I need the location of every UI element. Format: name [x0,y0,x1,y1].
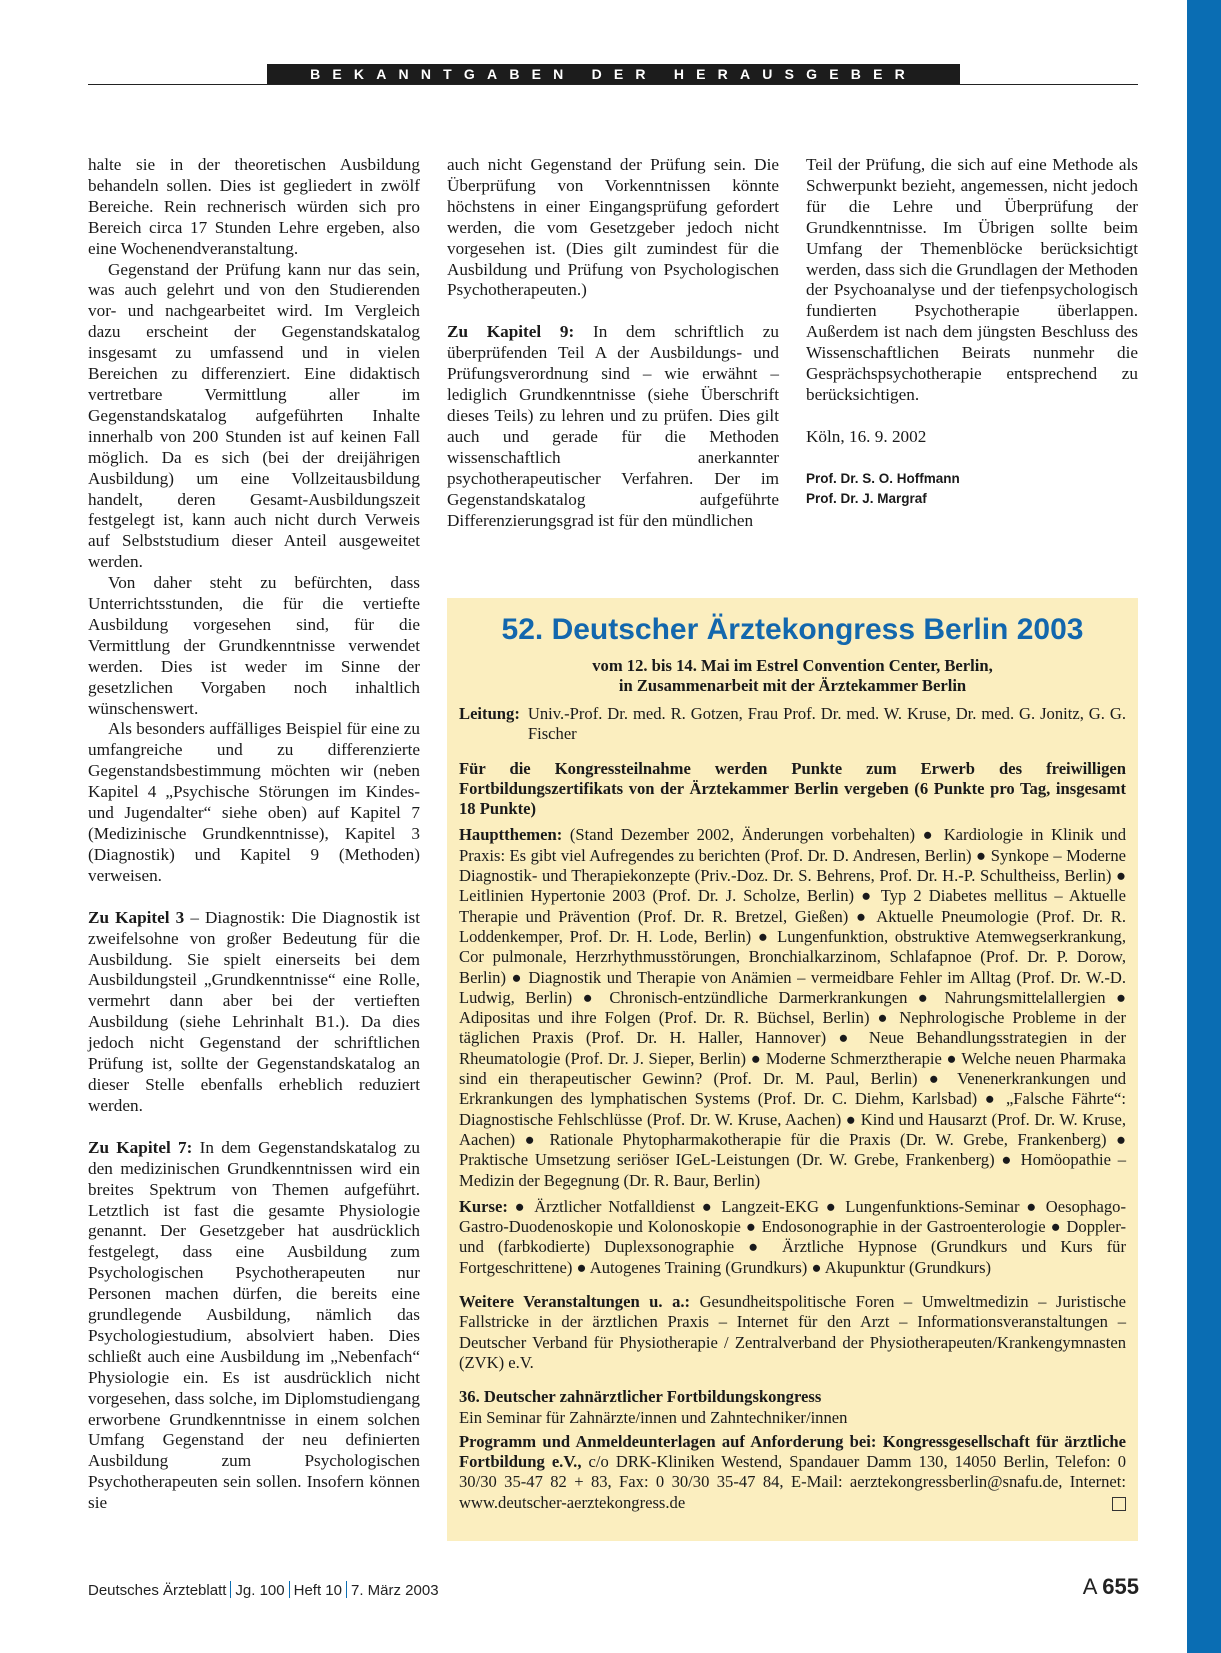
signature-hoffmann: Prof. Dr. S. O. Hoffmann [806,470,960,486]
further-events-text: Gesundheitspolitische Foren – Umweltmedizin – Juristische Fallstricke in der ärztlichen Praxis – Internet für den Arzt – Informationsveranstaltungen – Deutscher Verband für Physiotherapie / Zentralverband der Physiotherapeuten/Krankengymnasten (ZVK) e.V. [459,1292,1126,1372]
chapter-3-text: – Diagnostik: Die Diagnostik ist zweifelsohne von großer Bedeutung für die Ausbildung. Sie spielt einerseits bei dem Ausbildungsteil „Grundkenntnisse“ eine Rolle, vermehrt dann aber bei der vertieften Ausbildung (siehe Lehrinhalt B1.). Da dies jedoch nicht Gegenstand der schriftlichen Prüfung ist, sollte der Gegenstandskatalog an dieser Stelle ebenfalls erheblich reduziert werden. [88,907,420,1115]
congress-announcement-box [447,598,1138,1541]
paragraph: Gegenstand der Prüfung kann nur das sein, was auch gelehrt und von den Studierenden vor- und nachgearbeitet wird. Im Vergleich dazu erscheint der Gegenstandskatalog insgesamt zu umfassend und in vielen Bereichen zu differenziert. Eine didaktisch vertretbare Vermittlung aller im Gegenstandskatalog aufgeführten Inhalte innerhalb von 200 Stunden ist auf keinen Fall möglich. Da es sich (bei der dreijährigen Ausbildung) um eine Vollzeitausbildung handelt, deren Gesamt-Ausbildungszeit festgelegt ist, kann auch nicht durch Verweis auf Selbststudium dieser Anteil ausgeweitet werden. [88,259,420,572]
congress-title: 52. Deutscher Ärztekongress Berlin 2003 [501,613,1084,646]
main-topics [459,825,1126,1190]
main-topics-label: Hauptthemen: [459,825,563,845]
chapter-9-heading: Zu Kapitel 9: [447,322,575,342]
page-number-value: 655 [1102,1574,1139,1599]
cme-points-note: Für die Kongressteilnahme werden Punkte zum Erwerb des freiwilligen Fortbildungszertifikats von der Ärztekammer Berlin vergeben (6 Punkte pro Tag, insgesamt 18 Punkte) [459,758,1126,819]
dental-congress-title: 36. Deutscher zahnärztlicher Fortbildungskongress [459,1387,822,1407]
side-color-bar [1187,0,1221,1653]
place-date: Köln, 16. 9. 2002 [806,426,927,446]
footer-divider [346,1581,347,1598]
journal-date: 7. März 2003 [351,1582,439,1599]
courses-text: ● Ärztlicher Notfalldienst ● Langzeit-EKG ● Lungenfunktions-Seminar ● Oesophago-Gastro-Duodenoskopie und Kolonoskopie ● Endosonographie in der Gastroenterologie ● Doppler- und (farbkodierte) Duplexsonographie ● Ärztliche Hypnose (Grundkurs und Kurs für Fortgeschrittene) ● Autogenes Training (Grundkurs) ● Akupunktur (Grundkurs) [459,1196,1126,1277]
further-events-label: Weitere Veranstaltungen u. a.: [459,1292,691,1312]
header-rule [88,84,1138,85]
further-events [459,1292,1126,1373]
program-contact [459,1432,1126,1513]
paragraph-chapter-7 [88,1138,420,1514]
signature-margraf: Prof. Dr. J. Margraf [806,490,927,506]
journal-name: Deutsches Ärzteblatt [88,1582,227,1599]
congress-subtitle [459,656,1126,696]
section-header: BEKANNTGABEN DER HERAUSGEBER [267,64,960,84]
courses-label: Kurse: [459,1196,508,1216]
paragraph: auch nicht Gegenstand der Prüfung sein. Die Überprüfung von Vorkenntnissen könnte höchstens in einer Eingangsprüfung gefordert werden, die vom Gesetzgeber jedoch nicht vorgesehen ist. (Dies gilt zumindest für die Ausbildung und Prüfung von Psychologischen Psychotherapeuten.) [447,155,779,300]
leadership-label: Leitung: [459,704,520,723]
text-column-3 [806,155,1138,509]
chapter-7-text: In dem Gegenstandskatalog zu den medizinischen Grundkenntnissen wird ein breites Spektrum von Themen aufgeführt. Letztlich ist fast die gesamte Physiologie genannt. Der Gesetzgeber hat ausdrücklich festgelegt, dass eine Ausbildung zum Psychologischen Psychotherapeuten nur Personen machen dürfen, die bereits eine grundlegende Ausbildung, nämlich das Psychologiestudium, absolviert haben. Dies schließt auch eine Ausbildung im „Nebenfach“ Physiologie ein. Es ist ausdrücklich nicht vorgesehen, dass solche, im Diplomstudiengang erworbene Grundkenntnisse in einem solchen Umfang Gegenstand der neu definierten Ausbildung zum Psychologischen Psychotherapeuten sein sollen. Insofern können sie [88,1137,420,1513]
end-mark-icon [1112,1497,1126,1511]
text-column-1 [88,155,420,1514]
chapter-7-heading: Zu Kapitel 7: [88,1137,193,1157]
program-contact-label: Programm und Anmeldeunterlagen auf Anforderung bei: Kongressgesellschaft für ärztliche Fortbildung e.V., [459,1431,1126,1472]
paragraph: Als besonders auffälliges Beispiel für eine zu umfangreiche und zu differenzierte Gegenstandsbestimmung möchten wir (neben Kapitel 4 „Psychische Störungen im Kindes- und Jugendalter“ siehe oben) auf Kapitel 7 (Medizinische Grundkenntnisse), Kapitel 3 (Diagnostik) und Kapitel 9 (Methoden) verweisen. [88,719,420,885]
paragraph-chapter-3 [88,908,420,1117]
page-prefix: A [1082,1574,1097,1599]
leadership-names: Univ.-Prof. Dr. med. R. Gotzen, Frau Prof. Dr. med. W. Kruse, Dr. med. G. Jonitz, G. G. Fischer [527,704,1126,744]
paragraph-chapter-9 [447,322,779,531]
page-footer [88,1581,439,1599]
journal-volume: Jg. 100 [235,1582,285,1599]
footer-divider [289,1581,290,1598]
text-column-2 [447,155,779,531]
chapter-9-text: In dem schriftlich zu überprüfenden Teil A der Ausbildungs- und Prüfungsverordnung sind – wie erwähnt – lediglich Grundkenntnisse (siehe Überschrift dieses Teils) zu lehren und zu prüfen. Dies gilt auch und gerade für die Methoden wissenschaftlich anerkannter psychotherapeutischer Verfahren. Der im Gegenstandskatalog aufgeführte Differenzierungsgrad ist für den mündlichen [447,322,779,530]
page-number [1083,1574,1139,1600]
dental-congress-text: Ein Seminar für Zahnärzte/innen und Zahntechniker/innen [459,1407,848,1427]
paragraph: Von daher steht zu befürchten, dass Unterrichtsstunden, die für die vertiefte Ausbildung vorgesehen sind, für die Vermittlung der Grundkenntnisse verwendet werden. Dies ist weder im Sinne der gesetzlichen Vorgaben noch inhaltlich wünschenswert. [88,573,420,718]
congress-subtitle-line-2: in Zusammenarbeit mit der Ärztekammer Berlin [618,676,967,695]
dental-congress [459,1387,1126,1428]
leadership-row [459,704,1126,745]
chapter-3-heading: Zu Kapitel 3 [88,907,185,927]
courses [459,1197,1126,1278]
paragraph: halte sie in der theoretischen Ausbildung behandeln sollen. Dies ist gegliedert in zwölf Bereiche. Rein rechnerisch würden sich pro Bereich circa 17 Stunden Lehre ergeben, also eine Wochenendveranstaltung. [88,155,420,258]
main-topics-text: (Stand Dezember 2002, Änderungen vorbehalten) ● Kardiologie in Klinik und Praxis: Es gibt viel Aufregendes zu berichten (Prof. Dr. D. Andresen, Berlin) ● Synkope – Moderne Diagnostik- und Therapiekonzepte (Priv.-Doz. Dr. S. Behrens, Prof. Dr. H.-P. Schultheiss, Berlin) ● Leitlinien Hypertonie 2003 (Prof. Dr. J. Scholze, Berlin) ● Typ 2 Diabetes mellitus – Aktuelle Therapie und Prävention (Prof. Dr. R. Bretzel, Gießen) ● Aktuelle Pneumologie (Prof. Dr. R. Loddenkemper, Prof. Dr. H. Lode, Berlin) ● Lungenfunktion, obstruktive Atemwegserkrankung, Cor pulmonale, Herzrhythmusstörungen, Bronchialkarzinom, Schlafapnoe (Prof. Dr. P. Dorow, Berlin) ● Diagnostik und Therapie von Anämien – vermeidbare Fehler im Alltag (Prof. Dr. W.-D. Ludwig, Berlin) ● Chronisch-entzündliche Darmerkrankungen ● Nahrungsmittelallergien ● Adipositas und ihre Folgen (Prof. Dr. R. Büchsel, Berlin) ● Nephrologische Probleme in der täglichen Praxis (Prof. Dr. H. Haller, Hannover) ● Neue Behandlungsstrategien in der Rheumatologie (Prof. Dr. J. Sieper, Berlin) ● Moderne Schmerztherapie ● Welche neuen Pharmaka sind ein therapeutischer Gewinn? (Prof. Dr. M. Paul, Berlin) ● Venenerkrankungen und Erkrankungen des lymphatischen Systems (Prof. Dr. C. Diehm, Karlsbad) ● „Falsche Fährte“: Diagnostische Fehlschlüsse (Prof. Dr. W. Kruse, Aachen) ● Kind und Hausarzt (Prof. Dr. W. Kruse, Aachen) ● Rationale Phytopharmakotherapie für die Praxis (Dr. W. Grebe, Frankenberg) ● Praktische Umsetzung seriöser IGeL-Leistungen (Dr. W. Grebe, Frankenberg) ● Homöopathie – Medizin der Begegnung (Dr. R. Baur, Berlin) [459,825,1126,1190]
footer-divider [230,1581,231,1598]
journal-issue: Heft 10 [293,1582,342,1599]
paragraph: Teil der Prüfung, die sich auf eine Methode als Schwerpunkt bezieht, angemessen, nicht jedoch für die Lehre und Überprüfung der Grundkenntnisse. Im Übrigen sollte beim Umfang der Themenblöcke berücksichtigt werden, dass sich die Grundlagen der Methoden der Psychoanalyse und der tiefenpsychologisch fundierten Psychotherapie überlappen. Außerdem ist nach dem jüngsten Beschluss des Wissenschaftlichen Beirats nunmehr die Gesprächspsychotherapie entsprechend zu berücksichtigen. [806,155,1138,404]
congress-subtitle-line-1: vom 12. bis 14. Mai im Estrel Convention Center, Berlin, [592,656,993,675]
program-contact-text: c/o DRK-Kliniken Westend, Spandauer Damm 130, 14050 Berlin, Telefon: 0 30/30 35-47 82 + 83, Fax: 0 30/30 35-47 84, E-Mail: aerztekongressberlin@snafu.de, Internet: www.deutscher-aerztekongress.de [459,1452,1126,1512]
